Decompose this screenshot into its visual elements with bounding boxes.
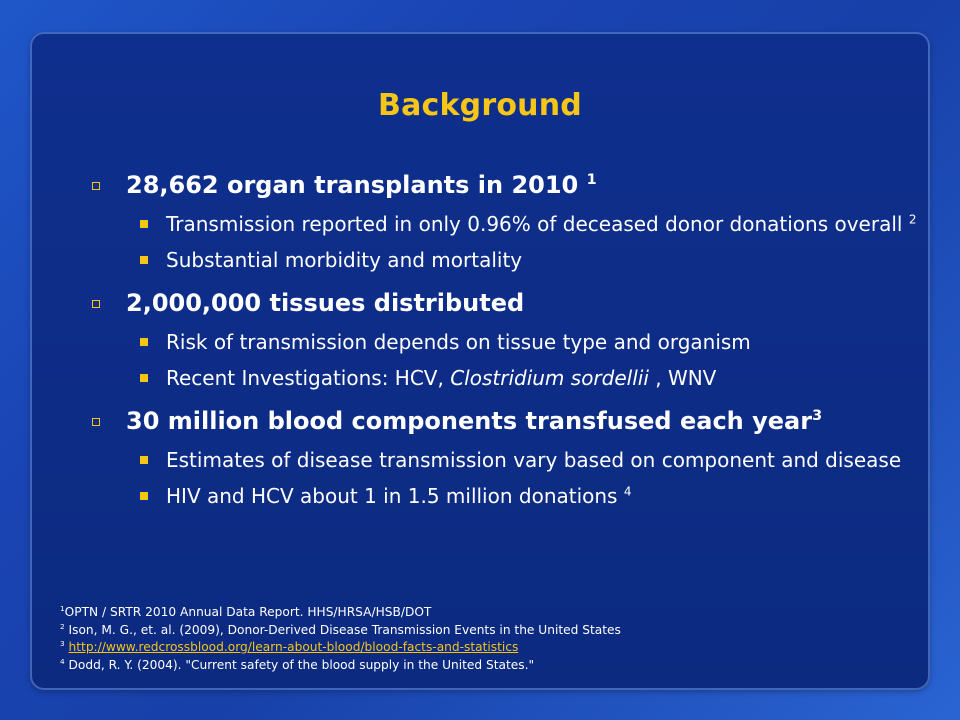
slide-title: Background xyxy=(378,88,582,123)
sub-bullet-tissue-risk xyxy=(90,328,950,356)
footnote-marker: 4 xyxy=(623,484,632,499)
reference-link[interactable]: http://www.redcrossblood.org/learn-about-blood/blood-facts-and-statistics xyxy=(68,640,519,654)
bullet-tissues xyxy=(90,286,950,320)
reference-2: $^2$ Ison, M. G., et. al. (2009), Donor-Derived Disease Transmission Events in the United States xyxy=(60,621,621,637)
sub-bullet-hiv-hcv xyxy=(90,482,950,510)
filled-square-bullet-icon xyxy=(140,220,148,228)
filled-square-bullet-icon xyxy=(140,338,148,346)
reference-4: $^4$ Dodd, R. Y. (2004). "Current safety of the blood supply in the United States." xyxy=(60,656,535,672)
bullet-text: 28,662 organ transplants in 2010 xyxy=(126,171,579,199)
sub-bullet-text-pre: Recent Investigations: HCV, xyxy=(166,366,451,390)
sub-bullet-estimates xyxy=(90,446,950,474)
bullet-organ-transplants xyxy=(90,168,950,202)
sub-bullet-morbidity xyxy=(90,246,950,274)
sub-bullet-text: Estimates of disease transmission vary based on component and disease xyxy=(166,448,902,472)
hollow-square-bullet-icon xyxy=(92,182,100,190)
sub-bullet-text: Risk of transmission depends on tissue type and organism xyxy=(166,330,751,354)
filled-square-bullet-icon xyxy=(140,492,148,500)
footnote-marker: 3 xyxy=(812,408,823,424)
sub-bullet-text-post: , WNV xyxy=(648,366,717,390)
reference-3: $^3$ http://www.redcrossblood.org/learn-about-blood/blood-facts-and-statistics xyxy=(60,638,519,654)
bullet-text: 30 million blood components transfused each year xyxy=(126,407,813,435)
filled-square-bullet-icon xyxy=(140,256,148,264)
sub-bullet-text: Substantial morbidity and mortality xyxy=(166,248,523,272)
bullet-blood-components xyxy=(90,404,950,438)
hollow-square-bullet-icon xyxy=(92,418,100,426)
filled-square-bullet-icon xyxy=(140,456,148,464)
filled-square-bullet-icon xyxy=(140,374,148,382)
footnote-marker: 2 xyxy=(908,212,917,227)
slide-panel xyxy=(30,32,930,690)
reference-1: $^1$OPTN / SRTR 2010 Annual Data Report. HHS/HRSA/HSB/DOT xyxy=(60,603,432,619)
bullet-list xyxy=(90,162,950,510)
sub-bullet-text: HIV and HCV about 1 in 1.5 million donations xyxy=(166,484,618,508)
sub-bullet-text: Transmission reported in only 0.96% of deceased donor donations overall xyxy=(166,212,903,236)
bullet-text: 2,000,000 tissues distributed xyxy=(126,289,525,317)
references xyxy=(60,604,621,674)
organism-name: Clostridium sordellii xyxy=(450,366,649,390)
sub-bullet-transmission-rate xyxy=(90,210,950,238)
footnote-marker: 1 xyxy=(586,172,597,188)
sub-bullet-investigations xyxy=(90,364,950,392)
hollow-square-bullet-icon xyxy=(92,300,100,308)
